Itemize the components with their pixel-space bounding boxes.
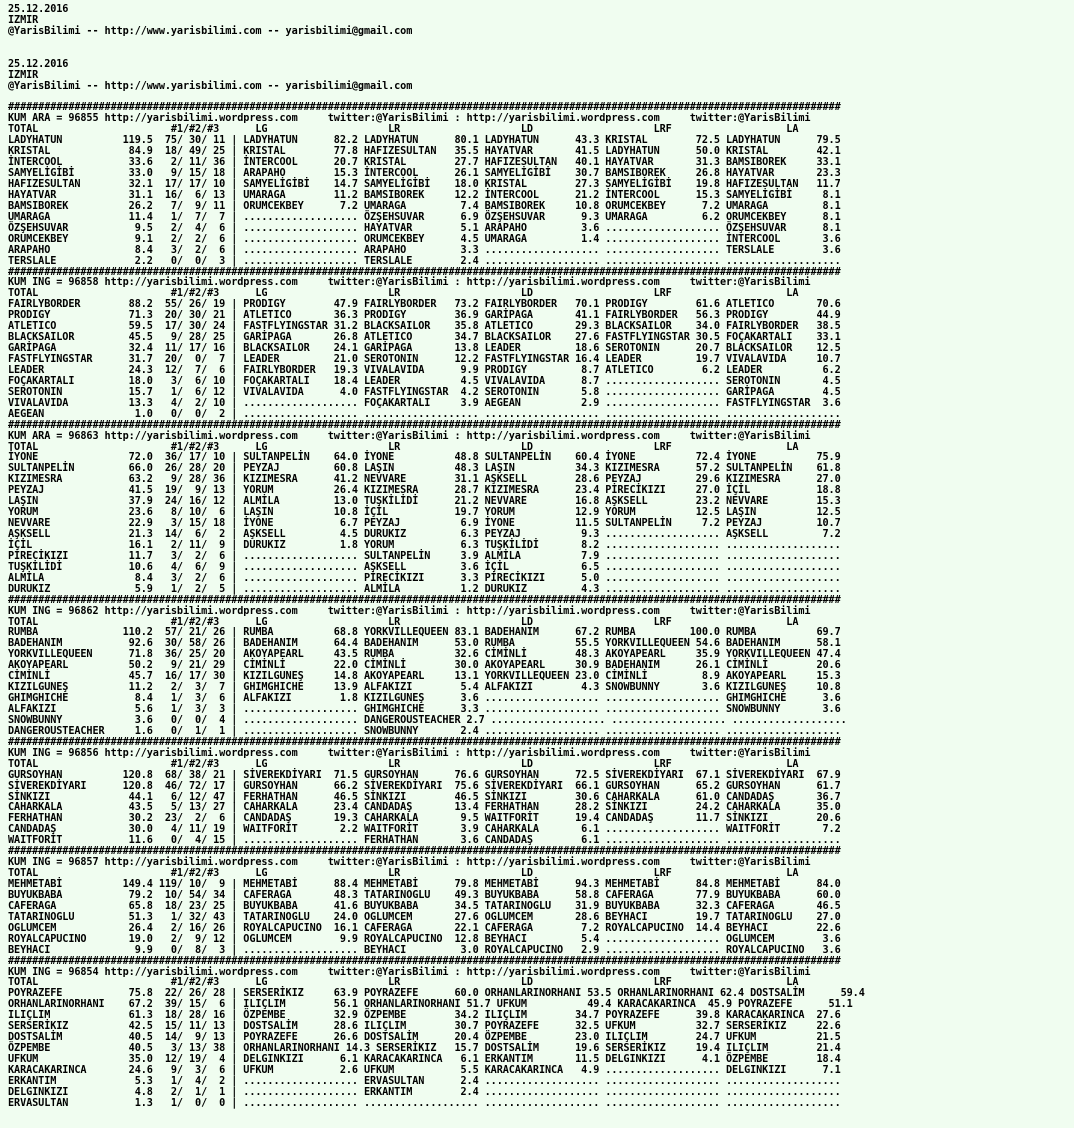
race-header: KUM ARA = 96855 http://yarisbilimi.wordpress.com twitter:@YarisBilimi : http://yarisbilimi.wordpress.com twitter:@YarisBilimi <box>8 113 811 125</box>
ranking-row: ARAPAHO 8.4 3/ 2/ 6 | ................... ARAPAHO 3.3 ................... ................... TERSLALE 3.6 <box>8 244 841 256</box>
ranking-row: GHIMGHICHE 8.4 1/ 3/ 6 | ALFAKIZI 1.8 KIZILGUNEŞ 3.6 ................... ................... GHIMGHICHE 3.6 <box>8 693 841 705</box>
ranking-row: BAMSIBOREK 26.2 7/ 9/ 11 | ORUMCEKBEY 7.2 UMARAGA 7.4 BAMSIBOREK 10.8 ORUMCEKBEY 7.2 UMARAGA 8.1 <box>8 200 841 212</box>
ranking-row: ÖZPEMBE 40.5 3/ 13/ 38 | ORHANLARINORHANI 14.3 SERSERİKIZ 15.7 DOSTSALİM 19.6 SERSERİKIZ 19.4 ILIÇLIM 21.4 <box>8 1043 841 1055</box>
city-line: IZMIR <box>8 14 39 26</box>
separator-line: ########################################################################################################################################## <box>8 846 841 858</box>
ranking-row: ATLETICO 59.5 17/ 30/ 24 | FASTFLYINGSTAR 31.2 BLACKSAILOR 35.8 ATLETICO 29.3 BLACKSAILOR 34.0 FAIRLYBORDER 38.5 <box>8 321 841 333</box>
ranking-row: GURSOYHAN 120.8 68/ 38/ 21 | SİVEREKDİYARI 71.5 GURSOYHAN 76.6 GURSOYHAN 72.5 SİVEREKDİYARI 67.1 SİVEREKDİYARI 67.9 <box>8 769 841 781</box>
ranking-row: FOÇAKARTALI 18.0 3/ 6/ 10 | FOÇAKARTALI 18.4 LEADER 4.5 VIVALAVIDA 8.7 ................... SEROTONIN 4.5 <box>8 375 841 387</box>
ranking-row: HAYATVAR 31.1 16/ 6/ 13 | UMARAGA 11.2 BAMSIBOREK 12.2 İNTERCOOL 21.2 İNTERCOOL 15.3 SAMYELİGİBİ 8.1 <box>8 189 841 201</box>
race-header: KUM ING = 96857 http://yarisbilimi.wordpress.com twitter:@YarisBilimi : http://yarisbilimi.wordpress.com twitter:@YarisBilimi <box>8 857 811 869</box>
ranking-row: CAFERAGA 65.8 18/ 23/ 25 | BUYUKBABA 41.6 BUYUKBABA 34.5 TATARINOGLU 31.9 BUYUKBABA 32.3 CAFERAGA 46.5 <box>8 900 841 912</box>
ranking-row: YORUM 23.6 8/ 10/ 6 | LAŞIN 10.8 İÇİL 19.7 YORUM 12.9 YORUM 12.5 LAŞIN 12.5 <box>8 507 841 519</box>
ranking-row: UFKUM 35.0 12/ 19/ 4 | DELGINKIZI 6.1 KARACAKARINCA 6.1 ERKANTIM 11.5 DELGINKIZI 4.1 ÖZPEMBE 18.4 <box>8 1054 841 1065</box>
ranking-row: AEGEAN 1.0 0/ 0/ 2 | ................... ................... ................... ................... ................... <box>8 408 841 420</box>
ranking-row: PRODIGY 71.3 20/ 30/ 21 | ATLETICO 36.3 PRODIGY 36.9 GARİPAGA 41.1 FAIRLYBORDER 56.3 PRODIGY 44.9 <box>8 310 841 322</box>
ranking-row: LADYHATUN 119.5 75/ 30/ 11 | LADYHATUN 82.2 LADYHATUN 80.1 LADYHATUN 43.3 KRISTAL 72.5 LADYHATUN 79.5 <box>8 135 841 147</box>
separator-line: ########################################################################################################################################## <box>8 955 841 967</box>
separator-line: ########################################################################################################################################## <box>8 736 841 748</box>
column-header: TOTAL #1/#2/#3 LG LR LD LRF LA <box>8 124 799 136</box>
contact-line: @YarisBilimi -- http://www.yarisbilimi.com -- yarisbilimi@gmail.com <box>8 25 413 37</box>
ranking-row: LAŞIN 37.9 24/ 16/ 12 | ALMİLA 13.0 TUŞKİLİDİ 21.2 NEVVARE 16.8 AŞKSELL 23.2 NEVVARE 15.3 <box>8 496 841 508</box>
ranking-row: KARACAKARINCA 24.6 9/ 3/ 6 | UFKUM 2.6 UFKUM 5.5 KARACAKARINCA 4.9 ................... DELGINKIZI 7.1 <box>8 1064 841 1076</box>
ranking-row: ÖZŞEHSUVAR 9.5 2/ 4/ 6 | ................... HAYATVAR 5.1 ARAPAHO 3.6 ................... ÖZŞEHSUVAR 8.1 <box>8 222 841 234</box>
column-header: TOTAL #1/#2/#3 LG LR LD LRF LA <box>8 977 799 989</box>
ranking-row: BLACKSAILOR 45.5 9/ 28/ 25 | GARİPAGA 26.8 ATLETICO 34.7 BLACKSAILOR 27.6 FASTFLYINGSTAR 30.5 FOÇAKARTALI 33.1 <box>8 332 841 344</box>
race-header: KUM ING = 96856 http://yarisbilimi.wordpress.com twitter:@YarisBilimi : http://yarisbilimi.wordpress.com twitter:@YarisBilimi <box>8 747 811 759</box>
ranking-row: UMARAGA 11.4 1/ 7/ 7 | ................... ÖZŞEHSUVAR 6.9 ÖZŞEHSUVAR 9.3 UMARAGA 6.2 ORUMCEKBEY 8.1 <box>8 211 841 223</box>
date-line: 25.12.2016 <box>8 4 69 15</box>
contact-line: @YarisBilimi -- http://www.yarisbilimi.com -- yarisbilimi@gmail.com <box>8 80 413 92</box>
ranking-row: İNTERCOOL 33.6 2/ 11/ 36 | İNTERCOOL 20.7 KRISTAL 27.7 HAFIZESULTAN 40.1 HAYATVAR 31.3 BAMSIBOREK 33.1 <box>8 157 841 169</box>
ranking-row: İYONE 72.0 36/ 17/ 10 | SULTANPELİN 64.0 İYONE 48.8 SULTANPELİN 60.4 İYONE 72.4 İYONE 75.9 <box>8 452 841 464</box>
ranking-row: KIZILGUNEŞ 11.2 2/ 3/ 7 | GHIMGHICHE 13.9 ALFAKIZI 5.4 ALFAKIZI 4.3 SNOWBUNNY 3.6 KIZILGUNEŞ 10.8 <box>8 682 841 694</box>
column-header: TOTAL #1/#2/#3 LG LR LD LRF LA <box>8 441 799 453</box>
ranking-row: DELGINKIZI 4.8 2/ 1/ 1 | ................... ERKANTIM 2.4 ................... ................... ................... <box>8 1086 841 1098</box>
ranking-row: ALMİLA 8.4 3/ 2/ 6 | ................... PİRECİKIZI 3.3 PİRECİKIZI 5.0 ................... ................... <box>8 572 841 584</box>
ranking-row: ORHANLARINORHANI 67.2 39/ 15/ 6 | ILIÇLIM 56.1 ORHANLARINORHANI 51.7 UFKUM 49.4 KARACAKARINCA 45.9 POYRAZEFE 51.1 <box>8 999 853 1011</box>
city-line: IZMIR <box>8 69 39 81</box>
ranking-row: AŞKSELL 21.3 14/ 6/ 2 | AŞKSELL 4.5 DURUKIZ 6.3 PEYZAJ 9.3 ................... AŞKSELL 7.2 <box>8 529 841 540</box>
race-header: KUM ING = 96854 http://yarisbilimi.wordpress.com twitter:@YarisBilimi : http://yarisbilimi.wordpress.com twitter:@YarisBilimi <box>8 966 811 978</box>
ranking-row: LEADER 24.3 12/ 7/ 6 | FAIRLYBORDER 19.3 VIVALAVIDA 9.9 PRODIGY 8.7 ATLETICO 6.2 LEADER 6.2 <box>8 364 841 376</box>
ranking-row: PEYZAJ 41.5 19/ 9/ 13 | YORUM 26.4 KIZIMESRA 28.7 KIZIMESRA 23.4 PİRECİKIZI 27.0 İÇİL 18.8 <box>8 485 841 497</box>
ranking-row: FAIRLYBORDER 88.2 55/ 26/ 19 | PRODIGY 47.9 FAIRLYBORDER 73.2 FAIRLYBORDER 70.1 PRODIGY 61.6 ATLETICO 70.6 <box>8 299 841 311</box>
separator-line: ########################################################################################################################################## <box>8 594 841 606</box>
ranking-row: SERSERİKIZ 42.5 15/ 11/ 13 | DOSTSALİM 28.6 ILIÇLIM 30.7 POYRAZEFE 32.5 UFKUM 32.7 SERSERİKIZ 22.6 <box>8 1021 841 1033</box>
ranking-row: SİNKIZI 44.1 6/ 12/ 47 | FERHATHAN 46.5 SİNKIZI 46.5 SİNKIZI 30.6 CAHARKALA 61.0 CANDADAŞ 36.7 <box>8 791 841 803</box>
column-header: TOTAL #1/#2/#3 LG LR LD LRF LA <box>8 868 799 880</box>
ranking-row: SULTANPELİN 66.0 26/ 28/ 20 | PEYZAJ 60.8 LAŞIN 48.3 LAŞIN 34.3 KIZIMESRA 57.2 SULTANPELİN 61.8 <box>8 463 841 475</box>
date-line: 25.12.2016 <box>8 58 69 70</box>
blank-line <box>8 38 1074 49</box>
ranking-row: TUŞKİLİDİ 10.6 4/ 6/ 9 | ................... AŞKSELL 3.6 İÇİL 6.5 ................... ................... <box>8 561 841 573</box>
column-header: TOTAL #1/#2/#3 LG LR LD LRF LA <box>8 758 799 770</box>
ranking-row: SAMYELİGİBİ 33.0 9/ 15/ 18 | ARAPAHO 15.3 İNTERCOOL 26.1 SAMYELİGİBİ 30.7 BAMSIBOREK 26.8 HAYATVAR 23.3 <box>8 168 841 180</box>
ranking-row: NEVVARE 22.9 3/ 15/ 18 | İYONE 6.7 PEYZAJ 6.9 İYONE 11.5 SULTANPELİN 7.2 PEYZAJ 10.7 <box>8 518 841 530</box>
column-header: TOTAL #1/#2/#3 LG LR LD LRF LA <box>8 616 799 628</box>
ranking-row: AKOYAPEARL 50.2 9/ 21/ 29 | CİMİNLİ 22.0 CİMİNLİ 30.0 AKOYAPEARL 30.9 BADEHANIM 26.1 CİMİNLİ 20.6 <box>8 660 841 672</box>
race-header: KUM ING = 96858 http://yarisbilimi.wordpress.com twitter:@YarisBilimi : http://yarisbilimi.wordpress.com twitter:@YarisBilimi <box>8 277 811 289</box>
ranking-row: WAITFORİT 11.6 0/ 4/ 15 | ................... FERHATHAN 3.6 CANDADAŞ 6.1 ................... ................... <box>8 835 841 847</box>
ranking-row: TATARINOGLU 51.3 1/ 32/ 43 | TATARINOGLU 24.0 OGLUMCEM 27.6 OGLUMCEM 28.6 BEYHACI 19.7 TATARINOGLU 27.0 <box>8 911 841 923</box>
ranking-row: GARİPAGA 32.4 11/ 17/ 16 | BLACKSAILOR 24.1 GARİPAGA 13.8 LEADER 18.6 SEROTONIN 20.7 BLACKSAILOR 12.5 <box>8 343 841 355</box>
ranking-row: KIZIMESRA 63.2 9/ 28/ 36 | KIZIMESRA 41.2 NEVVARE 31.1 AŞKSELL 28.6 PEYZAJ 29.6 KIZIMESRA 27.0 <box>8 474 841 486</box>
ranking-row: DANGEROUSTEACHER 1.6 0/ 1/ 1 | ................... SNOWBUNNY 2.4 ................... ................... ................... <box>8 725 841 737</box>
ranking-row: ERVASULTAN 1.3 1/ 0/ 0 | ................... ................... ................... ................... ................... <box>8 1097 841 1109</box>
ranking-row: SNOWBUNNY 3.6 0/ 0/ 4 | ................... DANGEROUSTEACHER 2.7 ................... ................... ................... <box>8 714 847 726</box>
column-header: TOTAL #1/#2/#3 LG LR LD LRF LA <box>8 288 799 300</box>
ranking-row: POYRAZEFE 75.8 22/ 26/ 28 | SERSERİKIZ 63.9 POYRAZEFE 60.0 ORHANLARINORHANI 53.5 ORHANLARINORHANI 62.4 DOSTSALİM 59.4 <box>8 988 865 1000</box>
ranking-row: CANDADAŞ 30.0 4/ 11/ 19 | WAITFORİT 2.2 WAITFORİT 3.9 CAHARKALA 6.1 ................... WAITFORİT 7.2 <box>8 824 841 836</box>
ranking-row: SİVEREKDİYARI 120.8 46/ 72/ 17 | GURSOYHAN 66.2 SİVEREKDİYARI 75.6 SİVEREKDİYARI 66.1 GURSOYHAN 65.2 GURSOYHAN 61.7 <box>8 780 841 792</box>
ranking-row: ROYALCAPUCINO 19.0 2/ 9/ 12 | OGLUMCEM 9.9 ROYALCAPUCINO 12.8 BEYHACI 5.4 ................... OGLUMCEM 3.6 <box>8 933 841 945</box>
ranking-row: DURUKIZ 5.9 1/ 2/ 5 | ................... ALMİLA 1.2 DURUKIZ 4.3 ................... ................... <box>8 583 841 595</box>
race-header: KUM ING = 96862 http://yarisbilimi.wordpress.com twitter:@YarisBilimi : http://yarisbilimi.wordpress.com twitter:@YarisBilimi <box>8 605 811 617</box>
ranking-row: FASTFLYINGSTAR 31.7 20/ 0/ 7 | LEADER 21.0 SEROTONIN 12.2 FASTFLYINGSTAR 16.4 LEADER 19.7 VIVALAVIDA 10.7 <box>8 354 841 365</box>
ranking-row: TERSLALE 2.2 0/ 0/ 3 | ................... TERSLALE 2.4 ................... ................... ................... <box>8 255 841 267</box>
race-header: KUM ARA = 96863 http://yarisbilimi.wordpress.com twitter:@YarisBilimi : http://yarisbilimi.wordpress.com twitter:@YarisBilimi <box>8 430 811 442</box>
ranking-row: PİRECİKIZI 11.7 3/ 2/ 6 | ................... SULTANPELİN 3.9 ALMİLA 7.9 ................... ................... <box>8 550 841 562</box>
ranking-row: BUYUKBABA 79.2 10/ 54/ 34 | CAFERAGA 48.3 TATARINOGLU 49.3 BUYUKBABA 58.8 CAFERAGA 77.9 BUYUKBABA 60.0 <box>8 889 841 901</box>
ranking-row: OGLUMCEM 26.4 2/ 16/ 26 | ROYALCAPUCINO 16.1 CAFERAGA 22.1 CAFERAGA 7.2 ROYALCAPUCINO 14.4 BEYHACI 22.6 <box>8 922 841 934</box>
blank-line <box>8 49 1074 60</box>
ranking-row: BADEHANIM 92.6 30/ 58/ 26 | BADEHANIM 64.4 BADEHANIM 53.0 RUMBA 55.5 YORKVILLEQUEEN 54.6 BADEHANIM 58.1 <box>8 638 841 650</box>
ranking-row: BEYHACI 9.9 0/ 8/ 3 | ................... BEYHACI 3.0 ROYALCAPUCINO 2.9 ................... ROYALCAPUCINO 3.6 <box>8 944 841 956</box>
ranking-row: CAHARKALA 43.5 5/ 13/ 27 | CAHARKALA 23.4 CANDADAŞ 13.4 FERHATHAN 28.2 SİNKIZI 24.2 CAHARKALA 35.0 <box>8 802 841 814</box>
ranking-row: CİMİNLİ 45.7 16/ 17/ 30 | KIZILGUNEŞ 14.8 AKOYAPEARL 13.1 YORKVILLEQUEEN 23.0 CİMİNLİ 8.9 AKOYAPEARL 15.3 <box>8 671 841 683</box>
ranking-row: KRISTAL 84.9 18/ 49/ 25 | KRISTAL 77.8 HAFIZESULTAN 35.5 HAYATVAR 41.5 LADYHATUN 50.0 KRISTAL 42.1 <box>8 146 841 158</box>
ranking-row: VIVALAVIDA 13.3 4/ 2/ 10 | ................... FOÇAKARTALI 3.9 AEGEAN 2.9 ................... FASTFLYINGSTAR 3.6 <box>8 397 841 409</box>
separator-line: ########################################################################################################################################## <box>8 266 841 278</box>
separator-line: ########################################################################################################################################## <box>8 419 841 431</box>
separator-line: ########################################################################################################################################## <box>8 102 841 114</box>
ranking-row: HAFIZESULTAN 32.1 17/ 17/ 10 | SAMYELİGİBİ 14.7 SAMYELİGİBİ 18.0 KRISTAL 27.3 SAMYELİGİBİ 19.8 HAFIZESULTAN 11.7 <box>8 179 841 190</box>
ranking-row: ORUMCEKBEY 9.1 2/ 2/ 6 | ................... ORUMCEKBEY 4.5 UMARAGA 1.4 ................... İNTERCOOL 3.6 <box>8 233 841 245</box>
ranking-row: İÇİL 16.1 2/ 11/ 9 | DURUKIZ 1.8 YORUM 6.3 TUŞKİLİDİ 8.2 ................... ................... <box>8 539 841 551</box>
ranking-row: MEHMETABİ 149.4 119/ 10/ 9 | MEHMETABİ 88.4 MEHMETABİ 79.8 MEHMETABİ 94.3 MEHMETABİ 84.8 MEHMETABİ 84.0 <box>8 879 841 890</box>
ranking-row: DOSTSALİM 40.5 14/ 9/ 13 | POYRAZEFE 26.6 DOSTSALİM 20.4 ÖZPEMBE 23.0 ILIÇLIM 24.7 UFKUM 21.5 <box>8 1032 841 1044</box>
ranking-row: RUMBA 110.2 57/ 21/ 26 | RUMBA 68.8 YORKVILLEQUEEN 83.1 BADEHANIM 67.2 RUMBA 100.0 RUMBA 69.7 <box>8 627 841 639</box>
ranking-row: SEROTONIN 15.7 1/ 6/ 12 | VIVALAVIDA 4.0 FASTFLYINGSTAR 4.2 SEROTONIN 5.8 ................... GARİPAGA 4.5 <box>8 386 841 398</box>
ranking-row: YORKVILLEQUEEN 71.8 36/ 25/ 20 | AKOYAPEARL 43.5 RUMBA 32.6 CİMİNLİ 48.3 AKOYAPEARL 35.9 YORKVILLEQUEEN 47.4 <box>8 649 841 661</box>
ranking-row: ILIÇLIM 61.3 18/ 28/ 16 | ÖZPEMBE 32.9 ÖZPEMBE 34.2 ILIÇLIM 34.7 POYRAZEFE 39.8 KARACAKARINCA 27.6 <box>8 1010 841 1022</box>
ranking-row: FERHATHAN 30.2 23/ 2/ 6 | CANDADAŞ 19.3 CAHARKALA 9.5 WAITFORİT 19.4 CANDADAŞ 11.7 SİNKIZI 20.6 <box>8 813 841 825</box>
ranking-row: ERKANTIM 5.3 1/ 4/ 2 | ................... ERVASULTAN 2.4 ................... ................... ................... <box>8 1075 841 1087</box>
ranking-row: ALFAKIZI 5.6 1/ 3/ 3 | ................... GHIMGHICHE 3.3 ................... ................... SNOWBUNNY 3.6 <box>8 704 841 715</box>
